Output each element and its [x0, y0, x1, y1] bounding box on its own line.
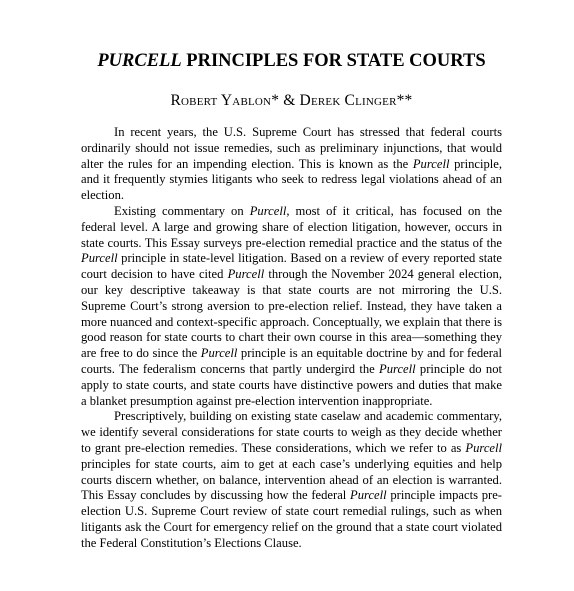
italic-case-name: Purcell: [81, 251, 118, 266]
title-italic-part: PURCELL: [97, 51, 182, 71]
text-run: principle do not apply to state courts, and state courts have distinctive powers and duties that make a blanket presumption against pre-election intervention inappropriate.: [81, 361, 502, 408]
text-run: principle is an equitable doctrine by and for federal courts. The federalism concerns that partly undergird the: [81, 346, 503, 376]
italic-case-name: Purcell: [200, 346, 238, 361]
text-run: , most of it critical, has focused on the federal level. A large and growing share of election litigation, however, occurs in state courts. This Essay surveys pre-election remedial practice and the status of the: [81, 203, 503, 250]
text-run: principle impacts pre-election U.S. Supreme Court review of state court remedial rulings, such as when litigants ask the Court for emergency relief on the ground that a state court violated the Federal Constitution’s Elections Clause.: [81, 488, 502, 550]
text-run: Prescriptively, building on existing state caselaw and academic commentary, we identify several considerations for state courts to weigh as they decide whether to grant pre-election remedies. These considerations, which we refer to as: [81, 409, 502, 455]
abstract-body: [81, 125, 502, 552]
paper-title: [81, 50, 502, 72]
paper-page: [81, 50, 502, 552]
italic-case-name: Purcell: [412, 156, 450, 171]
abstract-paragraph: [81, 204, 502, 409]
italic-case-name: Purcell: [379, 361, 416, 376]
italic-case-name: Purcell: [227, 267, 265, 282]
italic-case-name: Purcell: [350, 488, 387, 503]
text-run: principles for state courts, aim to get at each case’s underlying equities and help courts discern whether, on balance, intervention ahead of an election is warranted. This Essay concludes by discussing how the federal: [81, 456, 502, 503]
abstract-paragraph: [81, 409, 502, 551]
italic-case-name: Purcell: [249, 203, 287, 218]
text-run: In recent years, the U.S. Supreme Court has stressed that federal courts ordinarily should not issue remedies, such as preliminary injunctions, that would alter the rules for an impending election. This is known as the: [81, 125, 502, 171]
text-run: principle in state-level litigation. Based on a review of every reported state court decision to have cited: [81, 251, 502, 282]
italic-case-name: Purcell: [465, 440, 502, 455]
text-run: Existing commentary on: [114, 203, 250, 218]
text-run: through the November 2024 general election, our key descriptive takeaway is that state courts are not mirroring the U.S. Supreme Court’s strong aversion to pre-election relief. Instead, they have taken a more nuanced and context-specific approach. Conceptually, we explain that there is good reason for state courts to chart their own course in this area—something they are free to do since the: [81, 267, 503, 361]
author-line: Robert Yablon* & Derek Clinger**: [170, 92, 413, 109]
abstract-paragraph: [81, 125, 502, 204]
title-rest: PRINCIPLES FOR STATE COURTS: [181, 51, 486, 71]
text-run: principle, and it frequently stymies litigants who seek to redress legal violations ahead of an election.: [81, 156, 502, 203]
